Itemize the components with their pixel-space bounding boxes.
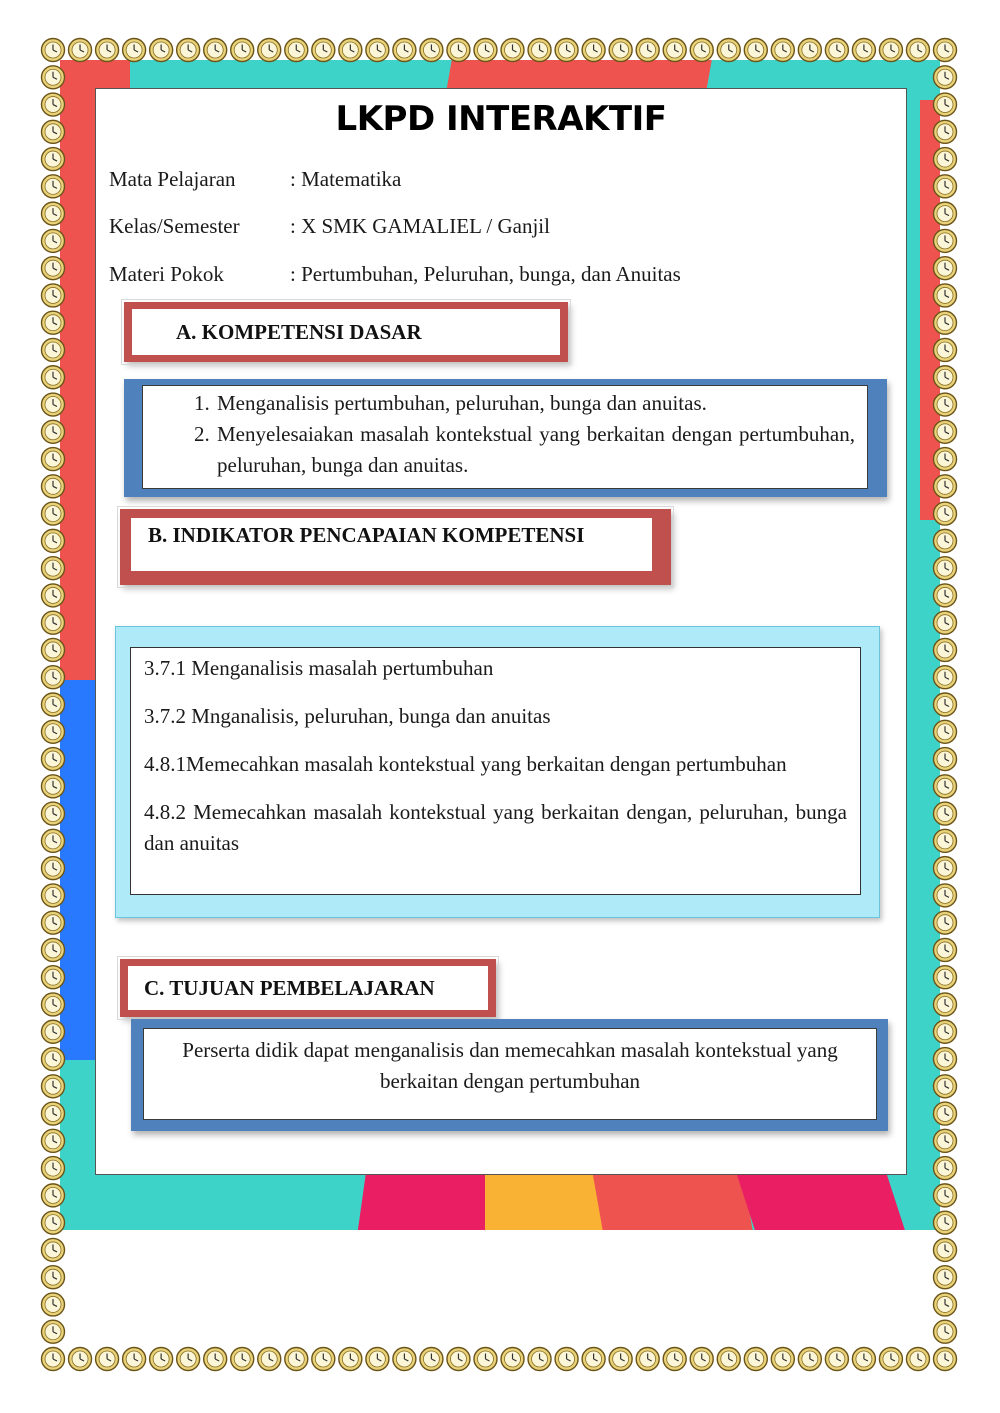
clock-icon [934,475,957,498]
clock-icon [906,1348,929,1371]
clock-icon [420,1348,443,1371]
clock-icon [42,611,65,634]
clock-icon [717,1348,740,1371]
clock-icon [96,1348,119,1371]
clock-icon [528,1348,551,1371]
clock-icon [123,39,146,62]
clock-icon [934,911,957,934]
indicator-item: 4.8.2 Memecahkan masalah kontekstual yang berkaitan dengan, peluruhan, bunga dan anuitas [144,800,847,855]
clock-icon [934,66,957,89]
clock-icon [934,1048,957,1071]
clock-icon [366,1348,389,1371]
clock-icon [934,257,957,280]
clock-icon [934,311,957,334]
clock-icon [339,39,362,62]
competency-list [143,386,867,481]
clock-icon [42,802,65,825]
clock-icon [934,1129,957,1152]
clock-icon [42,584,65,607]
indicator-item: 3.7.1 Menganalisis masalah pertumbuhan [144,656,494,680]
clock-icon [42,66,65,89]
clock-icon [312,1348,335,1371]
clock-icon [42,911,65,934]
clock-icon [474,1348,497,1371]
clock-icon [393,1348,416,1371]
clock-icon [474,39,497,62]
clock-icon [934,393,957,416]
clock-icon [528,39,551,62]
clock-icon [447,39,470,62]
clock-icon [42,393,65,416]
section-c-header [120,959,496,1017]
clock-icon [420,39,443,62]
clock-icon [42,338,65,361]
clock-icon [231,39,254,62]
section-a-header [124,302,568,362]
clock-icon [555,1348,578,1371]
clock-icon [42,148,65,171]
clock-icon [934,584,957,607]
clock-icon [42,884,65,907]
indicator-item: 3.7.2 Mnganalisis, peluruhan, bunga dan anuitas [144,704,551,728]
clock-icon [934,229,957,252]
clock-icon [934,529,957,552]
clock-icon [42,1266,65,1289]
clock-icon [934,557,957,580]
clock-icon [42,1048,65,1071]
section-a-heading: A. KOMPETENSI DASAR [132,309,560,355]
clock-icon [150,39,173,62]
clock-icon [636,1348,659,1371]
clock-icon [69,39,92,62]
clock-icon [879,39,902,62]
clock-icon [690,39,713,62]
clock-icon [934,993,957,1016]
clock-icon [663,1348,686,1371]
clock-icon [312,39,335,62]
clock-icon [934,1238,957,1261]
clock-icon [934,802,957,825]
clock-icon [42,775,65,798]
clock-icon [825,39,848,62]
clock-icon [42,1320,65,1343]
clock-icon [934,448,957,471]
clock-icon [798,39,821,62]
list-item: 1. Menganalisis pertumbuhan, peluruhan, bunga dan anuitas. [215,388,855,419]
clock-icon [934,420,957,443]
clock-icon [42,1102,65,1125]
clock-icon [42,857,65,880]
clock-icon [582,39,605,62]
clock-icon [69,1348,92,1371]
clock-icon [934,1293,957,1316]
clock-icon [258,39,281,62]
clock-icon [934,175,957,198]
clock-icon [636,39,659,62]
section-b-header [120,509,671,585]
clock-icon [934,120,957,143]
clock-icon [42,966,65,989]
clock-icon [663,39,686,62]
clock-icon [934,1320,957,1343]
clock-icon [177,39,200,62]
clock-icon [42,284,65,307]
clock-icon [258,1348,281,1371]
clock-icon [42,557,65,580]
clock-icon [42,1211,65,1234]
clock-icon [42,229,65,252]
clock-icon [934,829,957,852]
clock-icon [42,938,65,961]
clock-icon [934,148,957,171]
clock-icon [42,638,65,661]
clock-icon [42,366,65,389]
clock-icon [42,748,65,771]
clock-icon [501,1348,524,1371]
clock-icon [42,720,65,743]
clock-icon [744,1348,767,1371]
clock-icon [42,502,65,525]
clock-icon [42,993,65,1016]
section-a-box [124,379,887,497]
indicator-item: 4.8.1Memecahkan masalah kontekstual yang berkaitan dengan pertumbuhan [144,752,787,776]
clock-icon [285,1348,308,1371]
clock-icon [204,1348,227,1371]
clock-icon [717,39,740,62]
info-label: Mata Pelajaran [109,167,236,191]
clock-icon [879,1348,902,1371]
info-label: Kelas/Semester [109,214,240,238]
clock-icon [501,39,524,62]
clock-icon [42,93,65,116]
clock-icon [123,1348,146,1371]
clock-icon [934,938,957,961]
clock-icon [42,448,65,471]
info-row-class [109,214,550,239]
info-row-subject [109,167,401,192]
list-item: 2. Menyelesaiakan masalah kontekstual yang berkaitan dengan pertumbuhan, peluruhan, bunga dan anuitas. [215,419,855,481]
clock-icon [934,611,957,634]
clock-icon [285,39,308,62]
clock-icon [42,311,65,334]
clock-icon [934,1211,957,1234]
clock-icon [339,1348,362,1371]
clock-icon [934,502,957,525]
clock-icon [934,1075,957,1098]
clock-icon [934,93,957,116]
clock-icon [609,1348,632,1371]
worksheet-page [95,88,907,1175]
clock-icon [42,529,65,552]
clock-icon [934,1348,957,1371]
clock-icon [934,966,957,989]
clock-icon [42,693,65,716]
info-value: : X SMK GAMALIEL / Ganjil [290,214,550,238]
clock-icon [42,829,65,852]
clock-icon [204,39,227,62]
clock-icon [42,1348,65,1371]
clock-icon [42,202,65,225]
clock-icon [42,257,65,280]
clock-icon [852,1348,875,1371]
clock-icon [42,1020,65,1043]
clock-icon [447,1348,470,1371]
clock-icon [934,1184,957,1207]
learning-objective-text: Perserta didik dapat menganalisis dan memecahkan masalah kontekstual yang berkaitan dengan pertumbuhan [182,1038,838,1093]
clock-icon [582,1348,605,1371]
clock-icon [934,775,957,798]
clock-icon [690,1348,713,1371]
clock-icon [934,202,957,225]
clock-icon [934,366,957,389]
clock-icon [42,1238,65,1261]
clock-icon [231,1348,254,1371]
clock-icon [42,1157,65,1180]
clock-icon [798,1348,821,1371]
section-c-box [131,1019,888,1131]
clock-icon [744,39,767,62]
clock-icon [42,1129,65,1152]
clock-icon [934,1266,957,1289]
clock-icon [555,39,578,62]
page-title: LKPD INTERAKTIF [335,99,667,139]
clock-icon [366,39,389,62]
clock-icon [42,475,65,498]
clock-icon [609,39,632,62]
clock-icon [42,39,65,62]
clock-icon [42,1075,65,1098]
clock-icon [177,1348,200,1371]
info-value: : Matematika [290,167,402,191]
clock-icon [934,1020,957,1043]
clock-icon [934,1157,957,1180]
clock-icon [42,175,65,198]
clock-icon [934,638,957,661]
info-label: Materi Pokok [109,262,224,286]
info-row-topic [109,262,681,287]
clock-icon [934,39,957,62]
clock-icon [42,1184,65,1207]
clock-icon [393,39,416,62]
clock-icon [906,39,929,62]
section-b-box [115,626,880,918]
clock-icon [934,666,957,689]
clock-icon [934,748,957,771]
clock-icon [934,284,957,307]
clock-icon [934,1102,957,1125]
clock-icon [934,884,957,907]
clock-icon [42,1293,65,1316]
clock-icon [852,39,875,62]
clock-icon [934,693,957,716]
clock-icon [934,338,957,361]
clock-icon [42,666,65,689]
clock-icon [42,420,65,443]
clock-icon [825,1348,848,1371]
clock-icon [771,1348,794,1371]
clock-icon [934,857,957,880]
clock-icon [96,39,119,62]
clock-icon [150,1348,173,1371]
clock-icon [771,39,794,62]
section-c-heading: C. TUJUAN PEMBELAJARAN [128,966,488,1010]
clock-icon [934,720,957,743]
section-b-heading: B. INDIKATOR PENCAPAIAN KOMPETENSI [131,518,652,571]
info-value: : Pertumbuhan, Peluruhan, bunga, dan Anuitas [290,262,681,286]
clock-icon [42,120,65,143]
